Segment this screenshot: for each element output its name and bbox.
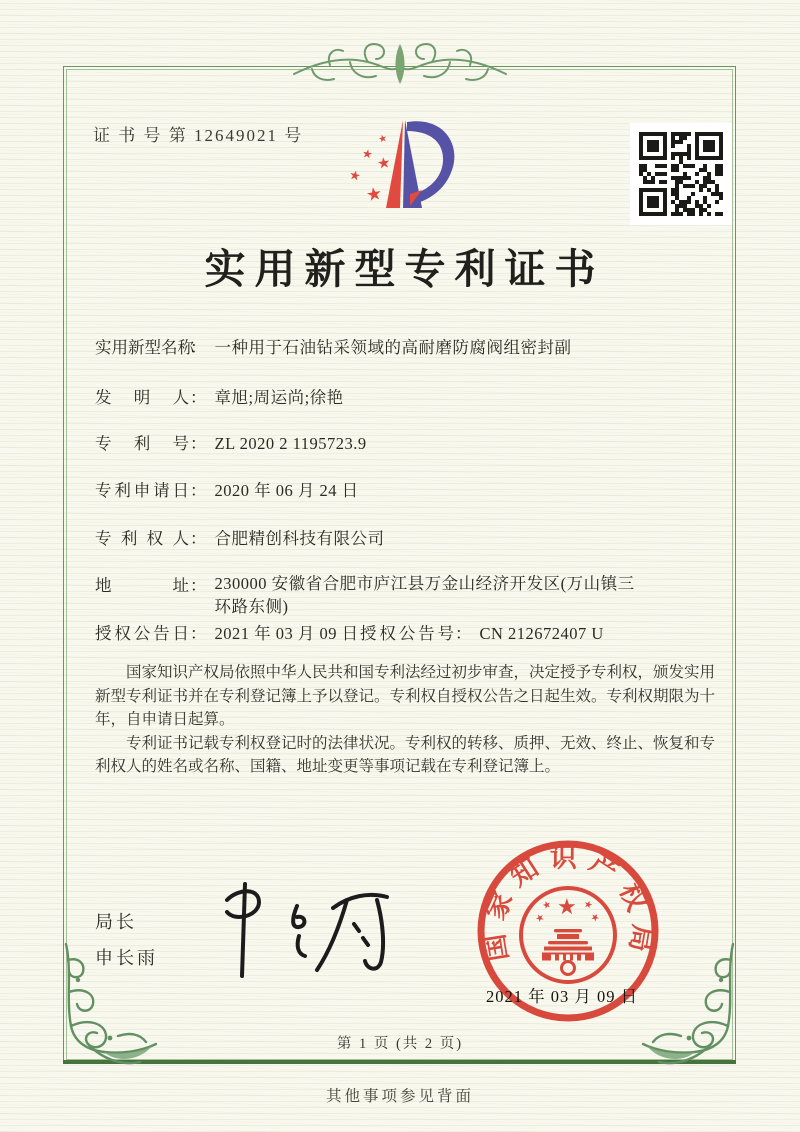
field-label: 专利号: [95, 434, 189, 453]
field-row-grant: [95, 620, 800, 644]
field-row-inventor: [95, 384, 344, 408]
field-value-grant-date: 2021 年 03 月 09 日: [214, 624, 359, 643]
field-colon: ：: [190, 434, 207, 453]
field-colon: ：: [190, 624, 207, 643]
legal-text-block: [95, 661, 727, 779]
handwritten-signature-icon: [205, 878, 420, 986]
field-value-grant-number: CN 212672407 U: [479, 624, 604, 643]
field-colon: ：: [190, 338, 207, 357]
national-emblem: [521, 888, 615, 982]
field-row-filing-date: [95, 477, 359, 501]
ornament-center-leaf: [396, 44, 405, 84]
legal-paragraph-1: 国家知识产权局依照中华人民共和国专利法经过初步审查，决定授予专利权，颁发实用新型专利证书并在专利登记簿上予以登记。专利权自授权公告之日起生效。专利权期限为十年，自申请日起算。: [95, 664, 716, 728]
director-name: 申长雨: [95, 948, 158, 968]
field-label: 授权公告号: [360, 624, 454, 643]
certificate-number: 证 书 号 第 12649021 号: [93, 126, 304, 145]
svg-text:★: ★: [533, 911, 547, 926]
address-line-1: 230000 安徽省合肥市庐江县万金山经济开发区(万山镇三: [214, 574, 635, 593]
field-label: 地址: [95, 576, 189, 595]
field-value-inventor: 章旭;周运尚;徐艳: [214, 388, 344, 407]
field-grant-number: [360, 620, 604, 644]
svg-text:★: ★: [377, 132, 389, 146]
field-colon: ：: [455, 624, 472, 643]
field-label: 发明人: [95, 388, 189, 407]
svg-text:★: ★: [364, 182, 384, 207]
field-value-address: [215, 572, 695, 618]
field-colon: ：: [190, 576, 207, 595]
svg-text:★: ★: [588, 911, 602, 926]
svg-text:★: ★: [557, 895, 577, 920]
svg-text:★: ★: [541, 898, 553, 913]
field-label: 授权公告日: [95, 624, 189, 643]
field-value-filing-date: 2020 年 06 月 24 日: [214, 481, 359, 500]
field-value-utility-name: 一种用于石油钻采领域的高耐磨防腐阀组密封副: [214, 338, 572, 357]
seal-date: 2021 年 03 月 09 日: [485, 987, 639, 1006]
field-value-patentee: 合肥精创科技有限公司: [214, 529, 385, 548]
field-colon: ：: [190, 529, 207, 548]
svg-text:★: ★: [360, 146, 374, 162]
seal-ring-text: 国家知识产权局: [477, 842, 659, 964]
svg-text:★: ★: [582, 898, 595, 912]
field-label: 实用新型名称: [95, 338, 194, 357]
field-value-patent-number: ZL 2020 2 1195723.9: [214, 434, 367, 453]
field-row-address: [95, 572, 695, 618]
field-label: 专利申请日: [95, 481, 189, 500]
qr-code-icon: [630, 123, 732, 230]
cnipa-logo-icon: [330, 106, 486, 238]
field-colon: ：: [190, 481, 207, 500]
top-scroll-ornament-icon: [288, 38, 512, 100]
address-line-2: 环路东侧): [214, 597, 289, 616]
field-row-patent-number: [95, 430, 367, 454]
director-title: 局长: [95, 912, 137, 932]
page-number: 第 1 页 (共 2 页): [336, 1036, 464, 1052]
svg-text:★: ★: [375, 153, 392, 173]
certificate-title: 实用新型专利证书: [204, 246, 605, 292]
field-row-patentee: [95, 525, 385, 549]
field-label: 专利权人: [95, 529, 189, 548]
back-side-note: 其他事项参见背面: [325, 1088, 474, 1105]
field-colon: ：: [190, 388, 207, 407]
legal-paragraph-2: 专利证书记载专利权登记时的法律状况。专利权的转移、质押、无效、终止、恢复和专利权人的姓名或名称、国籍、地址变更等事项记载在专利登记簿上。: [95, 734, 716, 775]
svg-text:★: ★: [347, 167, 363, 185]
field-row-utility-name: [95, 334, 572, 358]
